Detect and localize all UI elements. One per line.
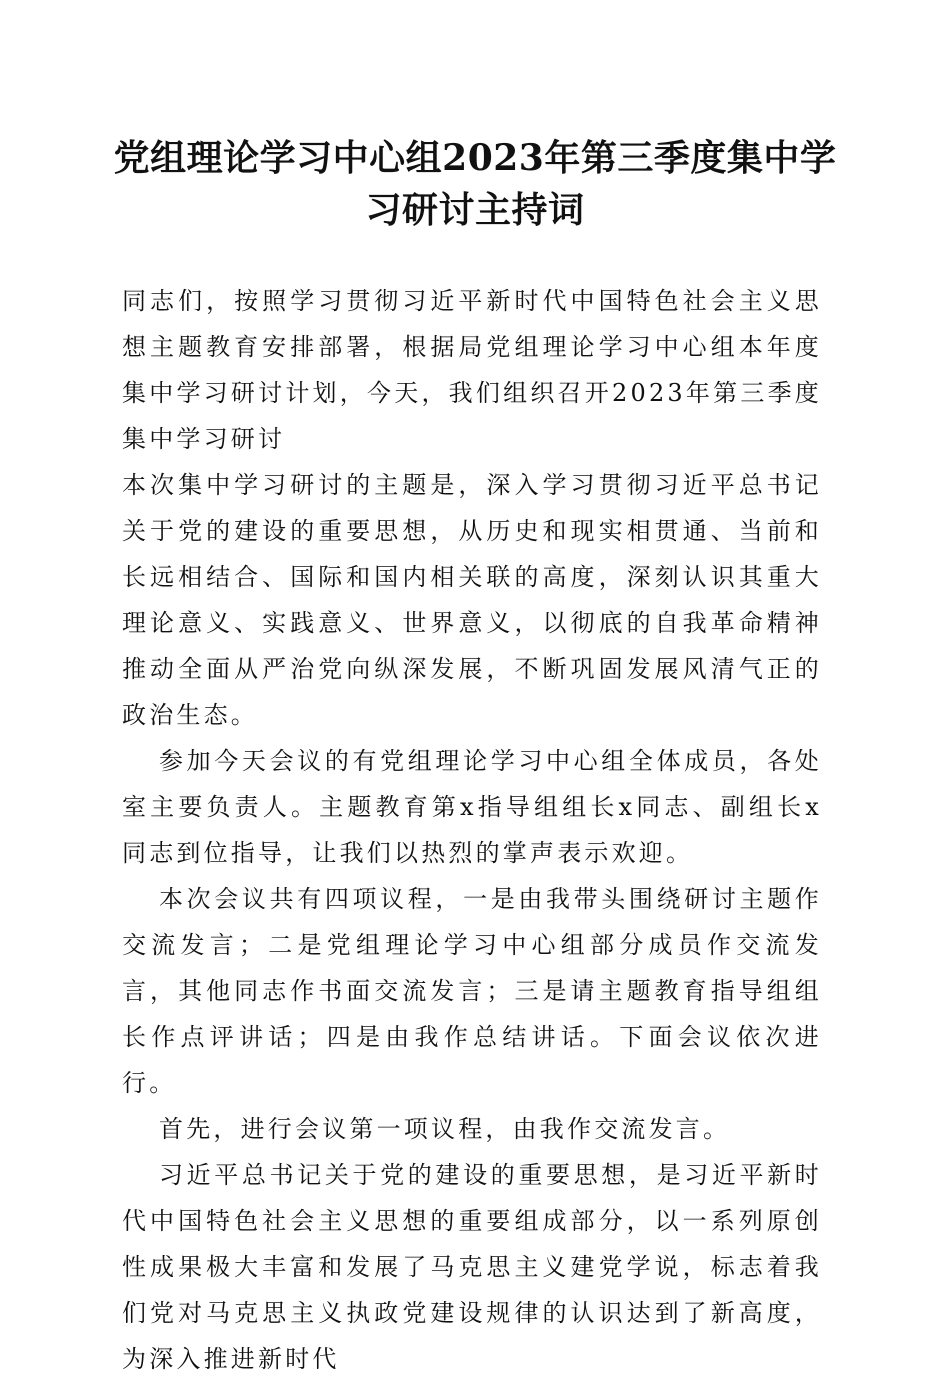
paragraph-speech: 习近平总书记关于党的建设的重要思想，是习近平新时代中国特色社会主义思想的重要组成部分，以一系列原创性成果极大丰富和发展了马克思主义建党学说，标志着我们党对马克思主义执政党建设规律的认识达到了新高度，为深入推进新时代: [122, 1161, 822, 1373]
title-line-1: 党组理论学习中心组2023年第三季度集中学: [113, 137, 837, 179]
document-body: [122, 278, 822, 1382]
paragraph-theme: 本次集中学习研讨的主题是，深入学习贯彻习近平总书记关于党的建设的重要思想，从历史和现实相贯通、当前和长远相结合、国际和国内相关联的高度，深刻认识其重大理论意义、实践意义、世界意义，以彻底的自我革命精神推动全面从严治党向纵深发展，不断巩固发展风清气正的政治生态。: [122, 471, 822, 729]
paragraph-attendees: 参加今天会议的有党组理论学习中心组全体成员，各处室主要负责人。主题教育第x指导组组长x同志、副组长x同志到位指导，让我们以热烈的掌声表示欢迎。: [122, 747, 822, 867]
paragraph-greeting: 同志们，按照学习贯彻习近平新时代中国特色社会主义思想主题教育安排部署，根据局党组理论学习中心组本年度集中学习研讨计划，今天，我们组织召开2023年第三季度集中学习研讨: [122, 287, 822, 453]
paragraph-first-item: 首先，进行会议第一项议程，由我作交流发言。: [159, 1115, 731, 1143]
paragraph-agenda: 本次会议共有四项议程，一是由我带头围绕研讨主题作交流发言；二是党组理论学习中心组部分成员作交流发言，其他同志作书面交流发言；三是请主题教育指导组组长作点评讲话；四是由我作总结讲话。下面会议依次进行。: [122, 885, 822, 1097]
document-title: [110, 132, 840, 236]
title-line-2: 习研讨主持词: [365, 189, 585, 231]
